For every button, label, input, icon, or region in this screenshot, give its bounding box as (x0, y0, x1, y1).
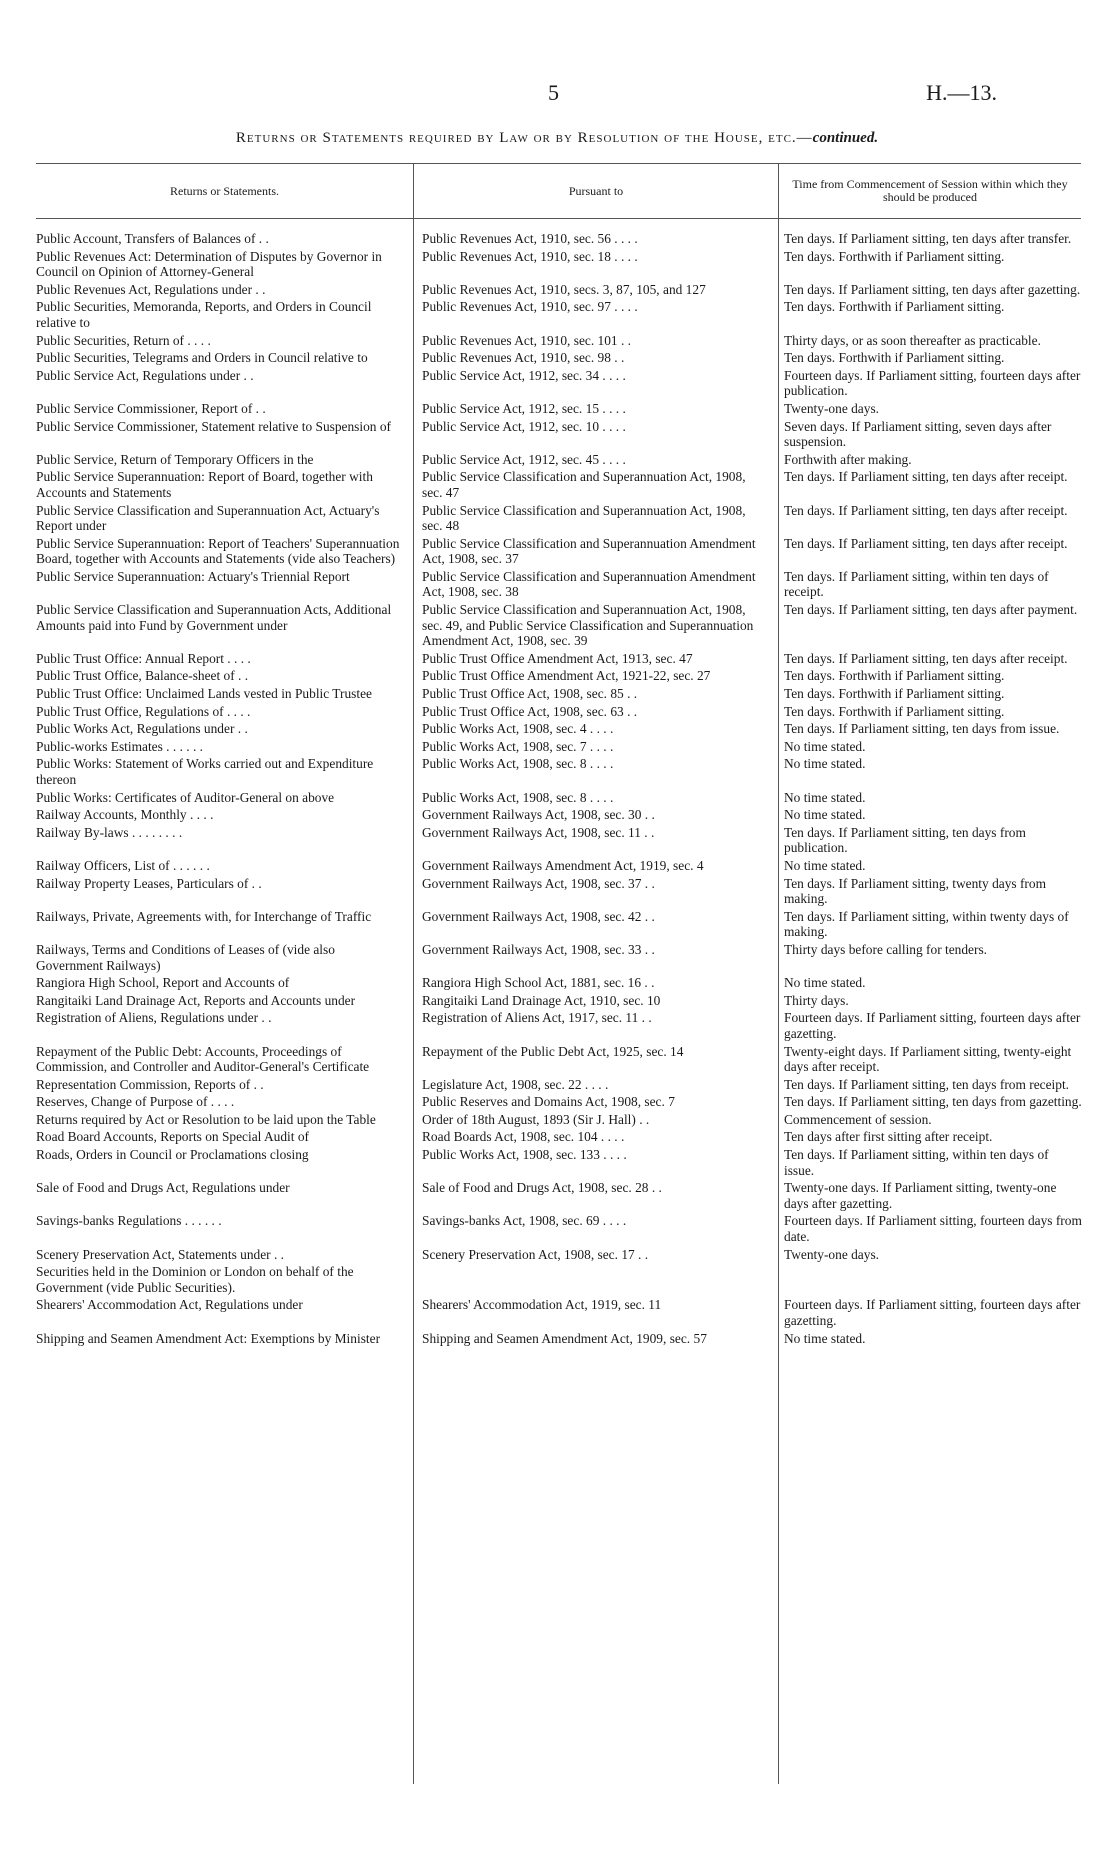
returns-cell: Public Service Superannuation: Report of Board, together with Accounts and Statements (36, 469, 373, 500)
time-cell: Thirty days. (784, 992, 849, 1008)
pursuant-cell: Public Service Classification and Superannuation Amendment Act, 1908, sec. 38 (422, 568, 756, 600)
table-row (36, 1264, 1082, 1297)
time-cell: Ten days. Forthwith if Parliament sitting. (784, 668, 1005, 684)
pursuant-cell: Registration of Aliens Act, 1917, sec. 11 . . (422, 1010, 652, 1026)
pursuant-cell: Public Service Act, 1912, sec. 10 . . . . (422, 418, 626, 434)
table-row (36, 975, 1082, 993)
returns-cell: Public Account, Transfers of Balances of . . (36, 231, 269, 246)
returns-cell: Public Trust Office, Balance-sheet of . . (36, 668, 249, 684)
pursuant-cell: Scenery Preservation Act, 1908, sec. 17 . . (422, 1246, 649, 1262)
heading-continued: continued. (812, 130, 879, 146)
returns-cell: Public Service Act, Regulations under . . (36, 367, 254, 383)
returns-cell: Railways, Private, Agreements with, for Interchange of Traffic (36, 908, 372, 924)
returns-cell: Public Securities, Memoranda, Reports, and Orders in Council relative to (36, 299, 372, 330)
returns-cell: Public Service Classification and Superannuation Act, Actuary's Report under (36, 502, 380, 534)
table-row (36, 299, 1082, 332)
time-cell: Fourteen days. If Parliament sitting, fourteen days from date. (784, 1213, 1082, 1245)
table-row (36, 249, 1082, 282)
table-row (36, 858, 1082, 876)
returns-cell: Representation Commission, Reports of . . (36, 1076, 264, 1092)
time-cell: Ten days. If Parliament sitting, ten days after gazetting. (784, 281, 1081, 297)
table-row (36, 1247, 1082, 1265)
pursuant-cell: Public Reserves and Domains Act, 1908, sec. 7 (422, 1094, 675, 1110)
table-row (36, 1331, 1082, 1349)
returns-cell: Rangiora High School, Report and Accounts of (36, 975, 290, 991)
pursuant-cell: Public Service Act, 1912, sec. 15 . . . . (422, 400, 626, 416)
returns-cell: Railway Accounts, Monthly . . . . (36, 807, 214, 823)
returns-cell: Public Revenues Act: Determination of Disputes by Governor in Council on Opinion of Attorney-General (36, 248, 382, 280)
returns-cell: Railways, Terms and Conditions of Leases of (vide also Government Railways) (36, 941, 335, 973)
time-cell: Twenty-eight days. If Parliament sitting, twenty-eight days after receipt. (784, 1043, 1072, 1075)
pursuant-cell: Public Trust Office Act, 1908, sec. 63 . . (422, 703, 638, 719)
pursuant-cell: Government Railways Act, 1908, sec. 37 . . (422, 875, 655, 891)
time-cell (775, 1264, 1082, 1297)
returns-cell: Returns required by Act or Resolution to be laid upon the Table (36, 1111, 376, 1127)
table-row (36, 668, 1082, 686)
time-cell: Forthwith after making. (784, 451, 912, 467)
pursuant-cell: Public Service Classification and Superannuation Act, 1908, sec. 49, and Public Service Classification and Superannuation Amendment Act, 1908, sec. 39 (422, 602, 754, 649)
table-row (36, 231, 1082, 249)
header-bottom-rule (36, 218, 1081, 219)
pursuant-cell: Public Service Classification and Superannuation Act, 1908, sec. 48 (422, 502, 746, 534)
time-cell: No time stated. (784, 738, 866, 754)
table-row (36, 469, 1082, 502)
column-header-returns: Returns or Statements. (170, 184, 279, 198)
time-cell: Ten days. If Parliament sitting, within twenty days of making. (784, 908, 1069, 940)
table-row (36, 333, 1082, 351)
pursuant-cell: Order of 18th August, 1893 (Sir J. Hall) . . (422, 1111, 650, 1127)
time-cell: Ten days. Forthwith if Parliament sitting. (784, 703, 1005, 719)
table-row (36, 368, 1082, 401)
pursuant-cell: Rangiora High School Act, 1881, sec. 16 . . (422, 975, 655, 991)
pursuant-cell: Shipping and Seamen Amendment Act, 1909, sec. 57 (422, 1330, 707, 1346)
time-cell: No time stated. (784, 756, 866, 772)
heading-text: Returns or Statements required by Law or by Resolution of the House, etc.— (235, 130, 813, 146)
time-cell: Ten days. If Parliament sitting, twenty days from making. (784, 875, 1046, 907)
returns-cell: Railway Officers, List of . . . . . . (36, 857, 210, 873)
time-cell: Ten days. If Parliament sitting, ten days after transfer. (784, 231, 1072, 246)
pursuant-cell: Rangitaiki Land Drainage Act, 1910, sec. 10 (422, 992, 661, 1008)
table-row (36, 756, 1082, 789)
table-row (36, 909, 1082, 942)
table-row (36, 790, 1082, 808)
returns-cell: Scenery Preservation Act, Statements under . . (36, 1246, 285, 1262)
pursuant-cell: Government Railways Act, 1908, sec. 33 . . (422, 941, 655, 957)
table-row (36, 1147, 1082, 1180)
time-cell: No time stated. (784, 857, 866, 873)
returns-cell: Public-works Estimates . . . . . . (36, 738, 203, 754)
table-row (36, 602, 1082, 651)
table-row (36, 1213, 1082, 1246)
returns-cell: Public Service Classification and Superannuation Acts, Additional Amounts paid into Fund by Government under (36, 602, 392, 633)
returns-cell: Savings-banks Regulations . . . . . . (36, 1213, 222, 1229)
returns-cell: Public Service, Return of Temporary Officers in the (36, 451, 314, 467)
column-header-time: Time from Commencement of Session within which they should be produced (792, 177, 1068, 204)
pursuant-cell: Public Revenues Act, 1910, secs. 3, 87, 105, and 127 (422, 281, 706, 297)
table-row (36, 1010, 1082, 1043)
returns-cell: Shipping and Seamen Amendment Act: Exemptions by Minister (36, 1330, 381, 1346)
pursuant-cell: Public Revenues Act, 1910, sec. 97 . . . . (422, 299, 638, 315)
time-cell: Ten days. If Parliament sitting, within ten days of issue. (784, 1147, 1049, 1178)
returns-cell: Rangitaiki Land Drainage Act, Reports and Accounts under (36, 992, 356, 1008)
column-header-pursuant: Pursuant to (568, 184, 624, 198)
pursuant-cell: Public Trust Office Amendment Act, 1913, sec. 47 (422, 650, 693, 666)
time-cell: Ten days. If Parliament sitting, ten days from receipt. (784, 1076, 1070, 1092)
time-cell: Ten days. Forthwith if Parliament sitting. (784, 299, 1005, 315)
returns-cell: Railway By-laws . . . . . . . . (36, 824, 183, 840)
returns-cell: Public Works Act, Regulations under . . (36, 721, 248, 737)
time-cell: No time stated. (784, 1330, 866, 1346)
time-cell: Fourteen days. If Parliament sitting, fourteen days after gazetting. (784, 1297, 1081, 1328)
table-row (36, 503, 1082, 536)
page-heading (0, 130, 1114, 147)
time-cell: Twenty-one days. If Parliament sitting, twenty-one days after gazetting. (784, 1180, 1057, 1211)
page-number: 5 (548, 80, 559, 105)
time-cell: Fourteen days. If Parliament sitting, fourteen days after publication. (784, 367, 1081, 399)
table-row (36, 1077, 1082, 1095)
returns-cell: Public Works: Certificates of Auditor-General on above (36, 789, 335, 805)
table-row (36, 350, 1082, 368)
pursuant-cell: Public Revenues Act, 1910, sec. 101 . . (422, 332, 632, 348)
pursuant-cell: Road Boards Act, 1908, sec. 104 . . . . (422, 1129, 625, 1145)
pursuant-cell: Public Service Act, 1912, sec. 34 . . . . (422, 367, 626, 383)
time-cell: Thirty days before calling for tenders. (784, 941, 988, 957)
returns-cell: Public Service Superannuation: Report of Teachers' Superannuation Board, together with Accounts and Statements (vide also Teachers) (36, 535, 400, 567)
time-cell: Ten days. If Parliament sitting, within ten days of receipt. (784, 568, 1049, 600)
pursuant-cell: Legislature Act, 1908, sec. 22 . . . . (422, 1076, 609, 1092)
time-cell: No time stated. (784, 975, 866, 991)
table-row (36, 536, 1082, 569)
returns-cell: Roads, Orders in Council or Proclamations closing (36, 1147, 309, 1163)
table-row (36, 401, 1082, 419)
pursuant-cell: Government Railways Amendment Act, 1919, sec. 4 (422, 857, 704, 873)
time-cell: Ten days. If Parliament sitting, ten days from gazetting. (784, 1094, 1082, 1110)
header-top-rule (36, 163, 1081, 164)
time-cell: Ten days. If Parliament sitting, ten days from publication. (784, 824, 1026, 856)
returns-cell: Public Securities, Return of . . . . (36, 332, 211, 348)
table-row (36, 282, 1082, 300)
table-row (36, 686, 1082, 704)
returns-cell: Public Securities, Telegrams and Orders in Council relative to (36, 350, 368, 366)
pursuant-cell: Government Railways Act, 1908, sec. 42 . . (422, 908, 655, 924)
time-cell: Ten days. If Parliament sitting, ten days after receipt. (784, 535, 1068, 551)
time-cell: Ten days. Forthwith if Parliament sitting. (784, 248, 1005, 264)
returns-cell: Road Board Accounts, Reports on Special Audit of (36, 1129, 309, 1145)
pursuant-cell: Government Railways Act, 1908, sec. 11 . . (422, 824, 655, 840)
table-row (36, 721, 1082, 739)
table-row (36, 1129, 1082, 1147)
table-row (36, 1112, 1082, 1130)
time-cell: Ten days. If Parliament sitting, ten days from issue. (784, 721, 1060, 737)
pursuant-cell: Savings-banks Act, 1908, sec. 69 . . . . (422, 1213, 627, 1229)
pursuant-cell: Public Trust Office Amendment Act, 1921-22, sec. 27 (422, 668, 711, 684)
returns-cell: Public Trust Office, Regulations of . . . . (36, 703, 251, 719)
returns-cell: Reserves, Change of Purpose of . . . . (36, 1094, 235, 1110)
table-row (36, 1094, 1082, 1112)
pursuant-cell: Public Works Act, 1908, sec. 8 . . . . (422, 756, 614, 772)
time-cell: Ten days after first sitting after receipt. (784, 1129, 993, 1145)
table-row (36, 651, 1082, 669)
time-cell: Ten days. Forthwith if Parliament sitting. (784, 350, 1005, 366)
pursuant-cell: Public Trust Office Act, 1908, sec. 85 . . (422, 686, 638, 702)
time-cell: Twenty-one days. (784, 400, 880, 416)
table-row (36, 1044, 1082, 1077)
time-cell: Fourteen days. If Parliament sitting, fourteen days after gazetting. (784, 1010, 1081, 1041)
returns-cell: Registration of Aliens, Regulations under . . (36, 1010, 272, 1026)
time-cell: Ten days. If Parliament sitting, ten days after receipt. (784, 469, 1068, 485)
table-row (36, 739, 1082, 757)
returns-cell: Public Revenues Act, Regulations under . . (36, 281, 266, 297)
page-reference: H.—13. (926, 80, 997, 105)
table-row (36, 419, 1082, 452)
time-cell: No time stated. (784, 807, 866, 823)
returns-cell: Public Works: Statement of Works carried out and Expenditure thereon (36, 756, 374, 787)
pursuant-cell: Sale of Food and Drugs Act, 1908, sec. 28 . . (422, 1180, 662, 1196)
time-cell: Commencement of session. (784, 1111, 932, 1127)
pursuant-cell: Public Works Act, 1908, sec. 7 . . . . (422, 738, 614, 754)
returns-cell: Sale of Food and Drugs Act, Regulations under (36, 1180, 290, 1196)
pursuant-cell: Repayment of the Public Debt Act, 1925, sec. 14 (422, 1043, 684, 1059)
table-row (36, 1180, 1082, 1213)
returns-table (36, 231, 1082, 1348)
returns-cell: Public Trust Office: Annual Report . . . . (36, 650, 251, 666)
returns-cell: Public Trust Office: Unclaimed Lands vested in Public Trustee (36, 686, 372, 702)
table-row (36, 993, 1082, 1011)
pursuant-cell: Public Service Classification and Superannuation Act, 1908, sec. 47 (422, 469, 746, 500)
time-cell: Seven days. If Parliament sitting, seven days after suspension. (784, 418, 1052, 450)
pursuant-cell (413, 1264, 775, 1297)
pursuant-cell: Public Service Act, 1912, sec. 45 . . . . (422, 451, 626, 467)
table-row (36, 807, 1082, 825)
pursuant-cell: Public Revenues Act, 1910, sec. 18 . . . . (422, 248, 638, 264)
pursuant-cell: Public Service Classification and Superannuation Amendment Act, 1908, sec. 37 (422, 535, 756, 567)
returns-cell: Repayment of the Public Debt: Accounts, Proceedings of Commission, and Controller and Auditor-General's Certificate (36, 1043, 370, 1075)
time-cell: Ten days. If Parliament sitting, ten days after receipt. (784, 650, 1068, 666)
table-row (36, 1297, 1082, 1330)
pursuant-cell: Public Works Act, 1908, sec. 133 . . . . (422, 1147, 627, 1163)
time-cell: Thirty days, or as soon thereafter as practicable. (784, 332, 1041, 348)
time-cell: No time stated. (784, 789, 866, 805)
pursuant-cell: Public Works Act, 1908, sec. 4 . . . . (422, 721, 614, 737)
table-row (36, 876, 1082, 909)
time-cell: Ten days. If Parliament sitting, ten days after payment. (784, 602, 1078, 618)
table-row (36, 569, 1082, 602)
time-cell: Ten days. Forthwith if Parliament sitting. (784, 686, 1005, 702)
time-cell: Twenty-one days. (784, 1246, 880, 1262)
table-row (36, 452, 1082, 470)
pursuant-cell: Public Works Act, 1908, sec. 8 . . . . (422, 789, 614, 805)
returns-cell: Public Service Commissioner, Statement relative to Suspension of (36, 418, 392, 434)
table-row (36, 825, 1082, 858)
returns-cell: Public Service Superannuation: Actuary's Triennial Report (36, 568, 350, 584)
table-row (36, 942, 1082, 975)
time-cell: Ten days. If Parliament sitting, ten days after receipt. (784, 502, 1068, 518)
table-row (36, 704, 1082, 722)
pursuant-cell: Public Revenues Act, 1910, sec. 98 . . (422, 350, 625, 366)
pursuant-cell: Government Railways Act, 1908, sec. 30 . . (422, 807, 655, 823)
pursuant-cell: Shearers' Accommodation Act, 1919, sec. 11 (422, 1297, 662, 1313)
returns-cell: Public Service Commissioner, Report of . . (36, 400, 266, 416)
returns-cell: Shearers' Accommodation Act, Regulations under (36, 1297, 303, 1313)
returns-cell: Securities held in the Dominion or London on behalf of the Government (vide Public Securities). (36, 1264, 354, 1295)
returns-cell: Railway Property Leases, Particulars of . . (36, 875, 262, 891)
pursuant-cell: Public Revenues Act, 1910, sec. 56 . . . . (422, 231, 638, 246)
